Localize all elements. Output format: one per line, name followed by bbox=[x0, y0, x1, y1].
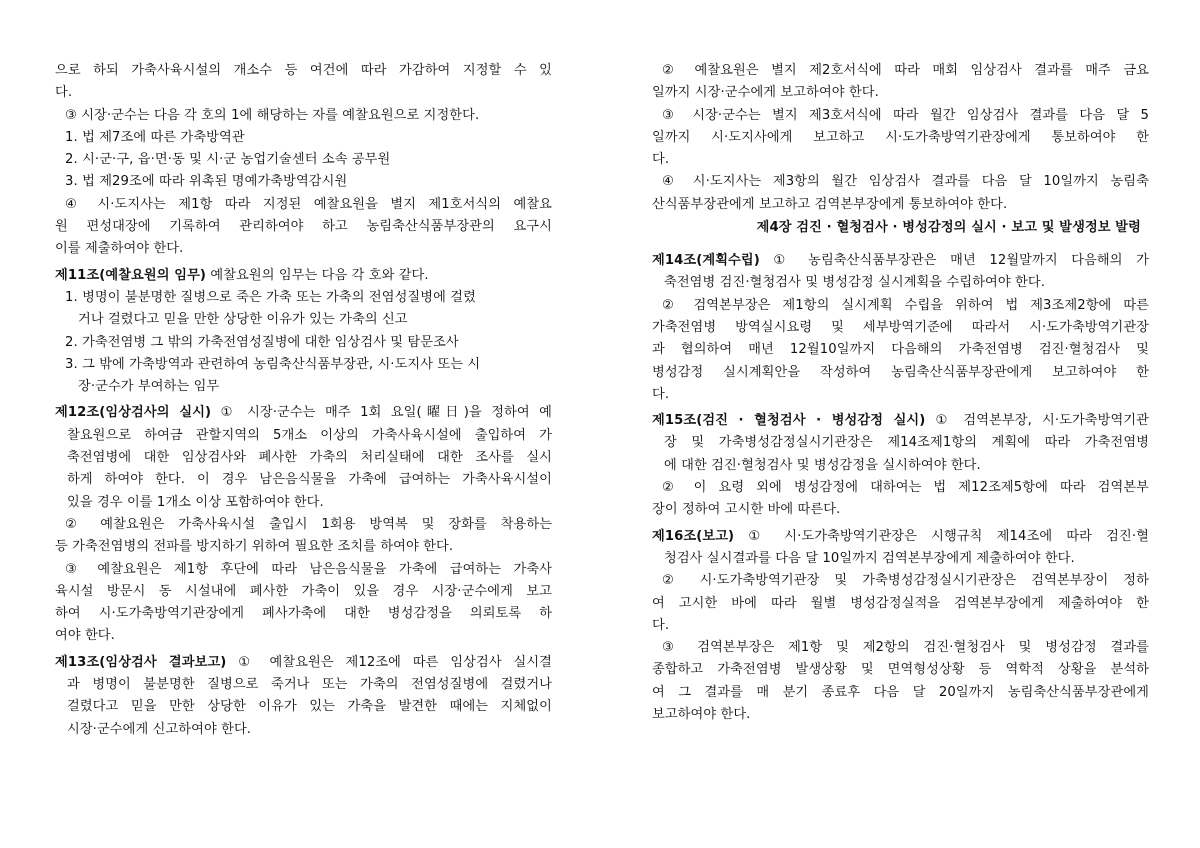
text-line: 장이 정하여 고시한 바에 따른다. bbox=[652, 502, 841, 518]
article-heading: 제12조(임상검사의 실시) bbox=[55, 405, 212, 421]
text-line: 다. bbox=[652, 386, 670, 402]
article-text: ① 농림축산식품부장관은 매년 12월말까지 다음해의 가 bbox=[759, 253, 1149, 269]
text-line: 여야 한다. bbox=[55, 628, 115, 644]
list-item: 2. 가축전염병 그 밖의 가축전염성질병에 대한 임상검사 및 탐문조사 bbox=[65, 334, 459, 350]
text-line: ③ 시장·군수는 별지 제3호서식에 따라 월간 임상검사 결과를 다음 달 5 bbox=[662, 107, 1149, 123]
article-heading: 제14조(계획수립) bbox=[652, 253, 760, 269]
list-item: 3. 그 밖에 가축방역과 관련하여 농림축산식품부장관, 시·도지사 또는 시 bbox=[65, 356, 481, 372]
article-heading: 제11조(예찰요원의 임무) bbox=[55, 267, 207, 283]
text-line: 청검사 실시결과를 다음 달 10일까지 검역본부장에게 제출하여야 한다. bbox=[664, 550, 1075, 566]
list-item: 1. 병명이 불분명한 질병으로 죽은 가축 또는 가축의 전염성질병에 걸렸 bbox=[65, 289, 476, 305]
text-line: 시장·군수에게 신고하여야 한다. bbox=[67, 721, 252, 737]
text-line: 축전염병에 대한 임상검사와 폐사한 가축의 처리실태에 대한 조사를 실시 bbox=[67, 450, 552, 466]
text-line: ② 예찰요원은 별지 제2호서식에 따라 매회 임상검사 결과를 매주 금요 bbox=[662, 63, 1149, 78]
article-text: ① 예찰요원은 제12조에 따른 임상검사 실시결 bbox=[226, 654, 552, 670]
text-line: ③ 예찰요원은 제1항 후단에 따라 남은음식물을 가축에 급여하는 가축사 bbox=[65, 561, 552, 577]
text-line: ② 시·도가축방역기관장 및 가축병성감정실시기관장은 검역본부장이 정하 bbox=[662, 573, 1149, 589]
article-11 bbox=[55, 265, 552, 287]
text-line: 있을 경우 이를 1개소 이상 포함하여야 한다. bbox=[67, 494, 324, 510]
article-text: ① 시장·군수는 매주 1회 요일(曜日)을 정하여 예 bbox=[211, 405, 552, 421]
text-line: 으로 하되 가축사육시설의 개소수 등 여건에 따라 가감하여 지정할 수 있 bbox=[55, 63, 552, 78]
text-line: ② 검역본부장은 제1항의 실시계획 수립을 위하여 법 제3조제2항에 따른 bbox=[662, 297, 1149, 313]
text-line: 하게 하여야 한다. 이 경우 남은음식물을 가축에 급여하는 가축사육시설이 bbox=[67, 472, 552, 488]
text-line: ④ 시·도지사는 제3항의 월간 임상검사 결과를 다음 달 10일까지 농림축 bbox=[662, 174, 1149, 190]
paragraph-3: ③ 시장·군수는 다음 각 호의 1에 해당하는 자를 예찰요원으로 지정한다. bbox=[65, 107, 480, 123]
text-line: 찰요원으로 하여금 관할지역의 5개소 이상의 가축사육시설에 출입하여 가 bbox=[67, 427, 552, 443]
list-item: 1. 법 제7조에 따른 가축방역관 bbox=[65, 129, 245, 145]
article-heading: 제13조(임상검사 결과보고) bbox=[55, 654, 227, 670]
article-16 bbox=[652, 526, 1149, 548]
article-text: ① 시·도가축방역기관장은 시행규칙 제14조에 따라 검진·혈 bbox=[734, 528, 1149, 544]
article-heading: 제15조(검진 · 혈청검사 · 병성감정 실시) bbox=[652, 413, 926, 429]
list-item: 3. 법 제29조에 따라 위촉된 명예가축방역감시원 bbox=[65, 174, 348, 190]
text-line: 원 편성대장에 기록하여 관리하여야 하고 농림축산식품부장관의 요구시 bbox=[55, 219, 552, 235]
text-line: 축전염병 검진·혈청검사 및 병성감정 실시계획을 수립하여야 한다. bbox=[664, 275, 1045, 291]
article-15 bbox=[652, 410, 1149, 432]
text-line: 장 및 가축병성감정실시기관장은 제14조제1항의 계획에 따라 가축전염병 bbox=[664, 435, 1149, 451]
text-line: 여 고시한 바에 따라 월별 병성감정실적을 검역본부장에게 제출하여야 한 bbox=[652, 595, 1149, 611]
text-line: 일까지 시장·군수에게 보고하여야 한다. bbox=[652, 85, 879, 101]
text-line: 일까지 시·도지사에게 보고하고 시·도가축방역기관장에게 통보하여야 한 bbox=[652, 129, 1149, 145]
text-line: ④ 시·도지사는 제1항 따라 지정된 예찰요원을 별지 제1호서식의 예찰요 bbox=[65, 196, 552, 212]
text-line: 육시설 방문시 동 시설내에 폐사한 가축이 있을 경우 시장·군수에게 보고 bbox=[55, 583, 552, 599]
chapter-heading: 제4장 검진 · 혈청검사 · 병성감정의 실시 · 보고 및 발생정보 발령 bbox=[756, 220, 1141, 236]
text-line: 가축전염병 방역실시요령 및 세부방역기준에 따라서 시·도가축방역기관장 bbox=[652, 319, 1149, 335]
article-13 bbox=[55, 652, 552, 674]
list-item: 2. 시·군·구, 읍·면·동 및 시·군 농업기술센터 소속 공무원 bbox=[65, 152, 391, 168]
text-line: 산식품부장관에게 보고하고 검역본부장에게 통보하여야 한다. bbox=[652, 196, 1008, 212]
article-heading: 제16조(보고) bbox=[652, 528, 735, 544]
text-line: 하여 시·도가축방역기관장에게 폐사가축에 대한 병성감정을 의뢰토록 하 bbox=[55, 606, 552, 622]
text-line: 보고하여야 한다. bbox=[652, 707, 751, 723]
text-line: 다. bbox=[652, 152, 670, 168]
text-line: 병성감정 실시계획안을 작성하여 농림축산식품부장관에게 보고하여야 한 bbox=[652, 364, 1149, 380]
right-column bbox=[652, 60, 1149, 726]
text-line: 등 가축전염병의 전파를 방지하기 위하여 필요한 조치를 하여야 한다. bbox=[55, 539, 454, 555]
text-line: 여 그 결과를 매 분기 종료후 다음 달 20일까지 농림축산식품부장관에게 bbox=[652, 684, 1149, 700]
text-line: 다. bbox=[652, 617, 670, 633]
article-14 bbox=[652, 250, 1149, 272]
text-line: 이를 제출하여야 한다. bbox=[55, 241, 184, 257]
text-line: ③ 검역본부장은 제1항 및 제2항의 검진·혈청검사 및 병성감정 결과를 bbox=[662, 640, 1149, 656]
left-column bbox=[55, 60, 552, 741]
text-line: 다. bbox=[55, 85, 73, 101]
article-12 bbox=[55, 402, 552, 424]
text-line: ② 예찰요원은 가축사육시설 출입시 1회용 방역복 및 장화를 착용하는 bbox=[65, 516, 552, 532]
list-item-continuation: 거나 걸렸다고 믿을 만한 상당한 이유가 있는 가축의 신고 bbox=[78, 312, 408, 328]
text-line: 종합하고 가축전염병 발생상황 및 면역형성상황 등 역학적 상황을 분석하 bbox=[652, 662, 1149, 678]
article-text: ① 검역본부장, 시·도가축방역기관 bbox=[925, 413, 1149, 429]
text-line: 과 협의하여 매년 12월10일까지 다음해의 가축전염병 검진·혈청검사 및 bbox=[652, 342, 1149, 358]
article-text: 예찰요원의 임무는 다음 각 호와 같다. bbox=[206, 267, 429, 283]
text-line: 걸렸다고 믿을 만한 상당한 이유가 있는 가축을 발견한 때에는 지체없이 bbox=[67, 699, 552, 715]
text-line: 에 대한 검진·혈청검사 및 병성감정을 실시하여야 한다. bbox=[664, 457, 981, 473]
list-item-continuation: 장·군수가 부여하는 임무 bbox=[78, 379, 220, 395]
text-line: 과 병명이 불분명한 질병으로 죽거나 또는 가축의 전염성질병에 걸렸거나 bbox=[67, 677, 552, 693]
text-line: ② 이 요령 외에 병성감정에 대하여는 법 제12조제5항에 따라 검역본부 bbox=[662, 480, 1149, 496]
